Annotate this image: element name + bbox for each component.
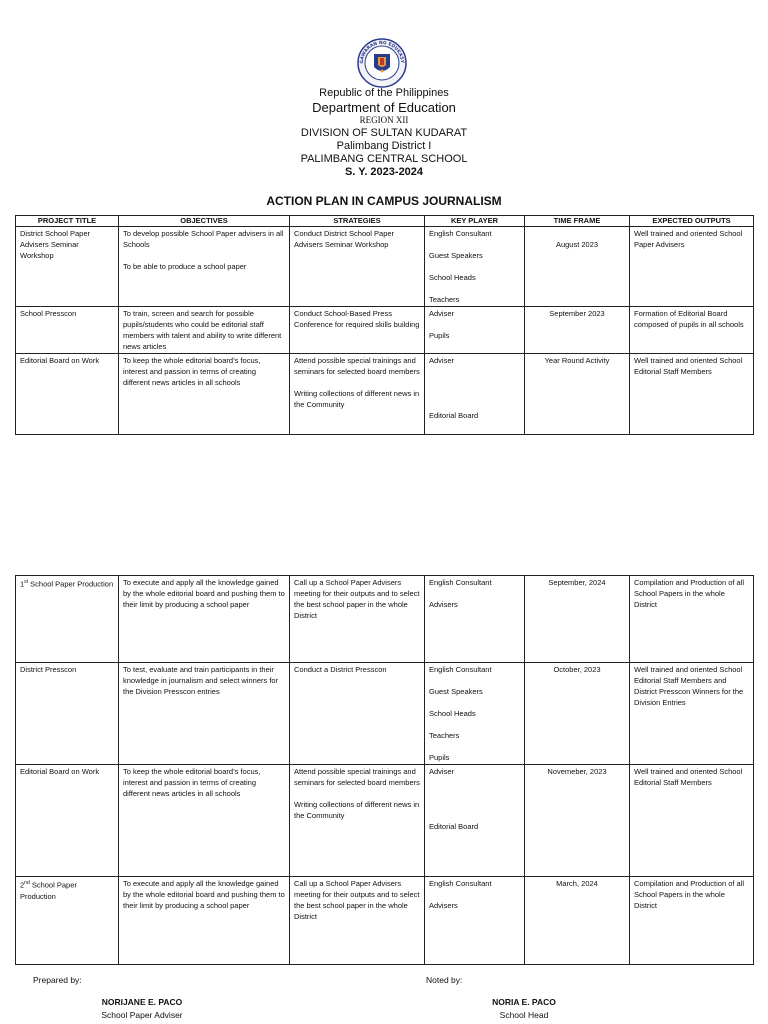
- time-frame-cell: [525, 877, 630, 965]
- time-frame: March, 2024: [556, 879, 598, 888]
- strategy-item: Attend possible special trainings and seminars for selected board members: [294, 767, 420, 787]
- objectives-cell: [119, 663, 290, 765]
- key-player-item: Teachers: [429, 295, 460, 304]
- objectives-cell: [119, 877, 290, 965]
- time-frame: August 2023: [555, 240, 599, 249]
- objectives-cell: [119, 354, 290, 435]
- col-header-outputs: EXPECTED OUTPUTS: [630, 216, 754, 227]
- strategy-item: Call up a School Paper Advisers meeting for their outputs and to select the best school paper in the whole District: [294, 879, 420, 921]
- key-player-item: Pupils: [429, 753, 450, 762]
- objective-item: To test, evaluate and train participants in their knowledge in journalism and select winners for the Division Presscon entries: [123, 665, 279, 696]
- objectives-cell: [119, 307, 290, 354]
- time-frame-cell: [525, 227, 630, 307]
- department-line: Department of Education: [312, 100, 456, 115]
- key-player-item: Adviser: [429, 356, 455, 365]
- key-player-item: Pupils: [429, 331, 450, 340]
- objectives-cell: [119, 576, 290, 663]
- col-header-time-frame: TIME FRAME: [525, 216, 630, 227]
- prepared-by-label: Prepared by:: [33, 975, 82, 985]
- project-title: School Presscon: [16, 307, 119, 354]
- time-frame-cell: [525, 354, 630, 435]
- key-player-cell: [425, 227, 525, 307]
- project-title: District Presscon: [16, 663, 119, 765]
- expected-output: Well trained and oriented School Paper Advisers: [630, 227, 754, 307]
- key-player-cell: [425, 354, 525, 435]
- strategies-cell: [290, 765, 425, 877]
- strategies-cell: [290, 354, 425, 435]
- time-frame-cell: [525, 663, 630, 765]
- key-player-cell: [425, 663, 525, 765]
- noted-by-label: Noted by:: [426, 975, 463, 985]
- deped-seal-logo: [357, 38, 407, 88]
- time-frame: September, 2024: [548, 578, 606, 587]
- strategy-item: Call up a School Paper Advisers meeting for their outputs and to select the best school paper in the whole District: [294, 578, 420, 620]
- expected-output: Well trained and oriented School Editorial Staff Members and District Presscon Winners for the Division Entries: [630, 663, 754, 765]
- key-player-cell: [425, 877, 525, 965]
- col-header-objectives: OBJECTIVES: [119, 216, 290, 227]
- time-frame-cell: [525, 765, 630, 877]
- key-player-item: English Consultant: [429, 229, 492, 238]
- key-player-item: Editorial Board: [429, 822, 479, 831]
- noter-role: School Head: [499, 1010, 549, 1020]
- strategy-item: Conduct School-Based Press Conference for required skills building: [294, 309, 420, 329]
- key-player-item: Adviser: [429, 309, 455, 318]
- objective-item: To execute and apply all the knowledge gained by the whole editorial board and pushing them to their limit by producing a school paper: [123, 879, 285, 910]
- objectives-cell: [119, 227, 290, 307]
- strategies-cell: [290, 877, 425, 965]
- strategies-cell: [290, 663, 425, 765]
- key-player-item: Advisers: [429, 901, 458, 910]
- key-player-item: Guest Speakers: [429, 251, 483, 260]
- school-year: S. Y. 2023-2024: [344, 166, 424, 178]
- time-frame: Year Round Activity: [544, 356, 610, 365]
- key-player-item: Advisers: [429, 600, 458, 609]
- objective-item: To keep the whole editorial board’s focus, interest and passion in terms of creating different news articles in all schools: [123, 767, 261, 798]
- project-title: Editorial Board on Work: [16, 354, 119, 435]
- time-frame: Novemeber, 2023: [547, 767, 607, 776]
- objective-item: To develop possible School Paper advisers in all Schools: [123, 229, 284, 249]
- key-player-cell: [425, 307, 525, 354]
- objectives-cell: [119, 765, 290, 877]
- key-player-item: English Consultant: [429, 879, 492, 888]
- strategy-item: Writing collections of different news in the Community: [294, 800, 420, 820]
- time-frame: September 2023: [549, 309, 605, 318]
- expected-output: Compilation and Production of all School Papers in the whole District: [630, 877, 754, 965]
- school-line: PALIMBANG CENTRAL SCHOOL: [300, 153, 468, 165]
- key-player-item: School Heads: [429, 709, 476, 718]
- key-player-item: School Heads: [429, 273, 476, 282]
- strategies-cell: [290, 307, 425, 354]
- division-line: DIVISION OF SULTAN KUDARAT: [300, 127, 468, 139]
- strategy-item: Conduct a District Presscon: [294, 665, 387, 674]
- preparer-role: School Paper Adviser: [101, 1010, 183, 1020]
- objective-item: To keep the whole editorial board’s focus, interest and passion in terms of creating different news articles in all schools: [123, 356, 261, 387]
- objective-item: To train, screen and search for possible pupils/students who could be editorial staff members with talent and ability to write different news articles: [123, 309, 282, 351]
- objective-item: To execute and apply all the knowledge gained by the whole editorial board and pushing them to their limit by producing a school paper: [123, 578, 285, 609]
- table-header-row: [16, 216, 754, 227]
- key-player-item: Adviser: [429, 767, 455, 776]
- expected-output: Compilation and Production of all School Papers in the whole District: [630, 576, 754, 663]
- time-frame: October, 2023: [553, 665, 601, 674]
- col-header-key-player: KEY PLAYER: [425, 216, 525, 227]
- action-plan-table-1: [15, 215, 754, 435]
- table-row: [16, 663, 754, 765]
- action-plan-table-2: [15, 575, 754, 965]
- key-player-item: Teachers: [429, 731, 460, 740]
- key-player-cell: [425, 765, 525, 877]
- page-title: ACTION PLAN IN CAMPUS JOURNALISM: [266, 194, 502, 208]
- seal-text: GAWARAN NG EDUKASY: [359, 40, 405, 64]
- strategy-item: Attend possible special trainings and seminars for selected board members: [294, 356, 420, 376]
- strategy-item: Writing collections of different news in the Community: [294, 389, 420, 409]
- col-header-strategies: STRATEGIES: [290, 216, 425, 227]
- project-title: 2nd School Paper Production: [16, 877, 119, 965]
- strategy-item: Conduct District School Paper Advisers Seminar Workshop: [294, 229, 395, 249]
- table-row: [16, 354, 754, 435]
- objective-item: To be able to produce a school paper: [123, 262, 247, 271]
- table-row: [16, 576, 754, 663]
- strategies-cell: [290, 227, 425, 307]
- table-row: [16, 307, 754, 354]
- expected-output: Well trained and oriented School Editorial Staff Members: [630, 765, 754, 877]
- time-frame-cell: [525, 576, 630, 663]
- project-title: 1st School Paper Production: [16, 576, 119, 663]
- expected-output: Well trained and oriented School Editorial Staff Members: [630, 354, 754, 435]
- key-player-item: Editorial Board: [429, 411, 479, 420]
- expected-output: Formation of Editorial Board composed of pupils in all schools: [630, 307, 754, 354]
- key-player-cell: [425, 576, 525, 663]
- table-row: [16, 227, 754, 307]
- preparer-name: NORIJANE E. PACO: [101, 997, 183, 1007]
- project-title: District School Paper Advisers Seminar Workshop: [16, 227, 119, 307]
- key-player-item: Guest Speakers: [429, 687, 483, 696]
- region-line: REGION XII: [359, 115, 409, 125]
- col-header-project: PROJECT TITLE: [16, 216, 119, 227]
- project-title: Editorial Board on Work: [16, 765, 119, 877]
- district-line: Palimbang District I: [336, 140, 432, 152]
- key-player-item: English Consultant: [429, 578, 492, 587]
- noter-name: NORIA E. PACO: [492, 997, 556, 1007]
- time-frame-cell: [525, 307, 630, 354]
- table-row: [16, 877, 754, 965]
- strategies-cell: [290, 576, 425, 663]
- key-player-item: English Consultant: [429, 665, 492, 674]
- republic-line: Republic of the Philippines: [319, 87, 449, 99]
- table-row: [16, 765, 754, 877]
